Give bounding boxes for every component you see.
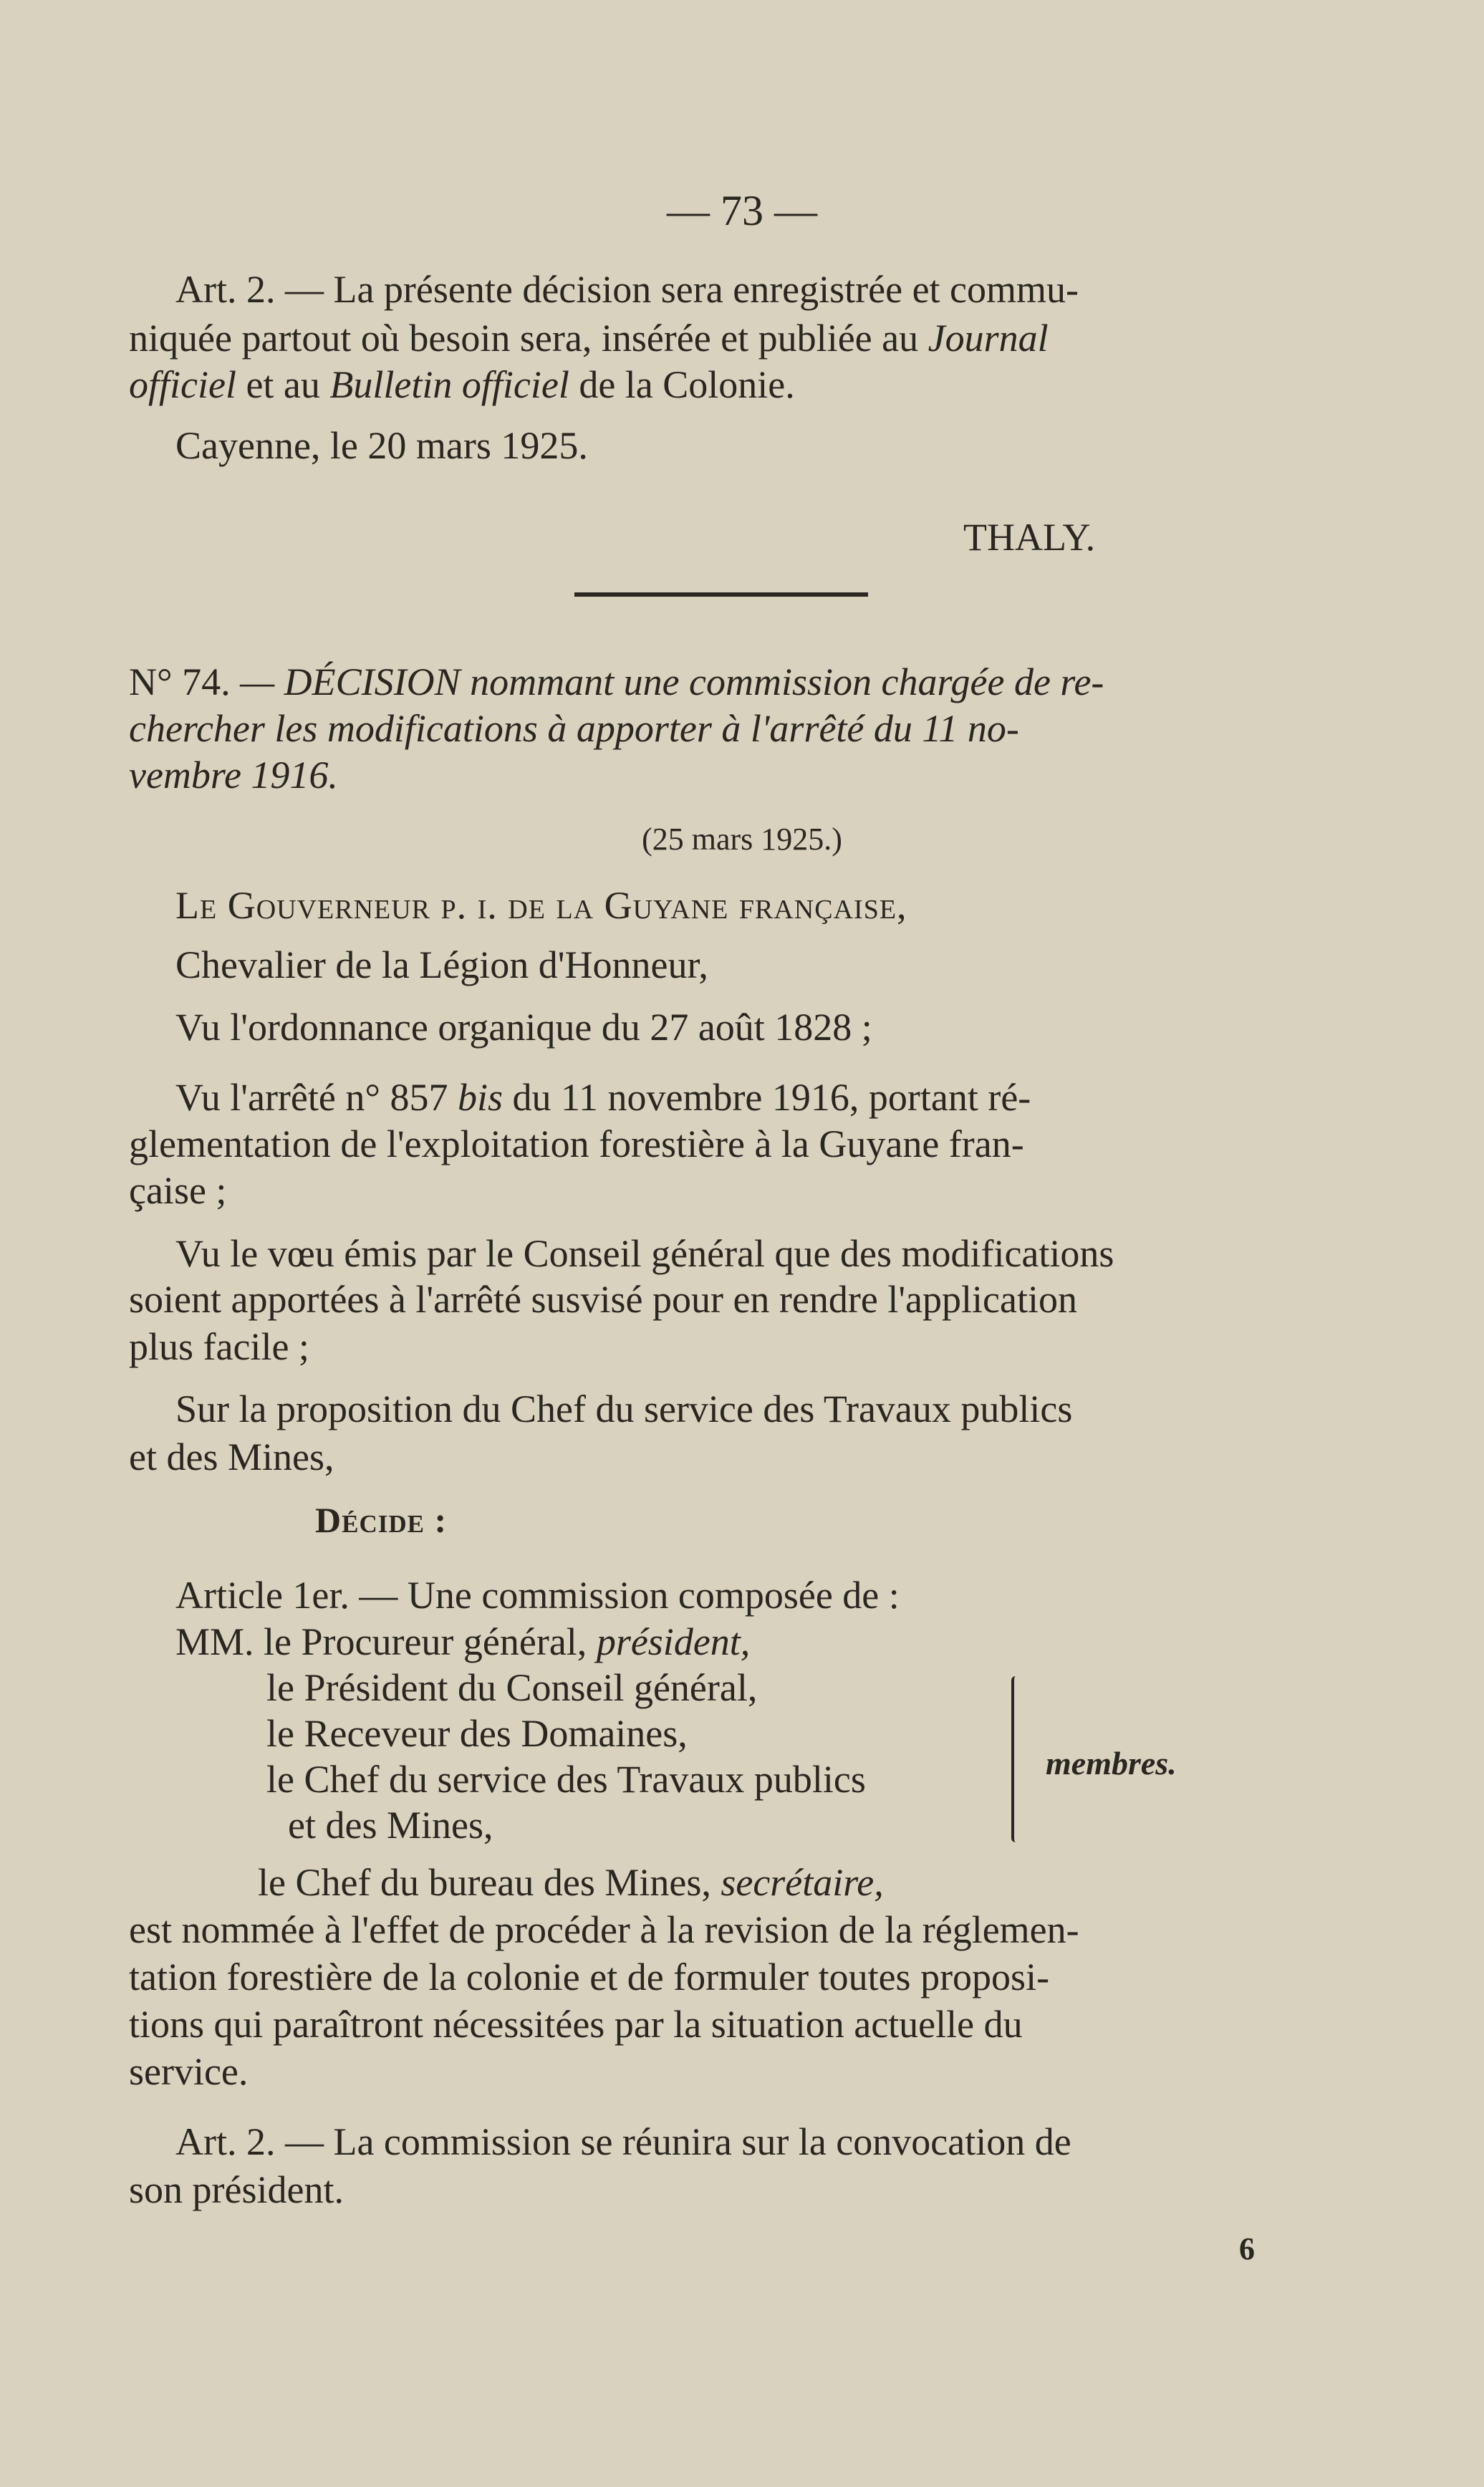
article1-intro: Article 1er. — Une commission composée de : <box>175 1574 900 1617</box>
issuer-text-1: Le Gouverneur p. i. de la Guyane française, <box>175 884 907 927</box>
members-brace <box>1011 1676 1024 1842</box>
sur-proposition-line2: et des Mines, <box>129 1435 334 1478</box>
prev-art2-line3 <box>129 362 795 408</box>
secretary-text: le Chef du bureau des Mines, <box>258 1861 721 1904</box>
vu-ordonnance: Vu l'ordonnance organique du 27 août 1828 ; <box>175 1006 872 1049</box>
prev-art2-text-2: niquée partout où besoin sera, insérée et publiée au <box>129 317 928 360</box>
bis-word: bis <box>457 1076 503 1119</box>
decision-number: N° 74. <box>129 660 231 703</box>
separator-rule <box>574 592 868 597</box>
prev-art2-text-3a: et au <box>236 363 330 406</box>
vu-arrete-text-b: du 11 novembre 1916, portant ré- <box>502 1076 1031 1119</box>
vu-voeu-line1: Vu le vœu émis par le Conseil général que des modifications <box>175 1232 1114 1275</box>
decide-heading: Décide : <box>315 1500 448 1540</box>
article1-body-line4: service. <box>129 2050 249 2093</box>
vu-arrete-text-a: Vu l'arrêté n° 857 <box>175 1076 458 1119</box>
decision-title-line3: vembre 1916. <box>129 754 338 797</box>
officiel-word: officiel <box>129 363 236 406</box>
mm-text: MM. le Procureur général, <box>175 1620 597 1663</box>
president-label: président, <box>596 1620 751 1663</box>
prev-art2-line1 <box>175 266 1300 312</box>
article1-body-line3: tions qui paraîtront nécessitées par la situation actuelle du <box>129 2003 1023 2046</box>
page-number: — 73 — <box>667 187 817 234</box>
vu-arrete-line2: glementation de l'exploitation forestière à la Guyane fran- <box>129 1122 1024 1165</box>
issuer-line1 <box>175 882 907 928</box>
decision-title-text-1: — DÉCISION nommant une commission chargée de re- <box>240 660 1104 703</box>
member-3: le Chef du service des Travaux publics <box>266 1758 866 1801</box>
article2-line2: son président. <box>129 2168 344 2211</box>
place-date: Cayenne, le 20 mars 1925. <box>175 424 588 467</box>
decision-date: (25 mars 1925.) <box>642 822 842 857</box>
prev-art2-text-3b: de la Colonie. <box>569 363 795 406</box>
members-label: membres. <box>1046 1745 1177 1781</box>
prev-art2-line2 <box>129 315 1049 361</box>
sur-proposition-line1: Sur la proposition du Chef du service des Travaux publics <box>175 1387 1073 1430</box>
member-1: le Président du Conseil général, <box>266 1666 758 1709</box>
decision-title-line1 <box>129 659 1104 705</box>
article2-line1: Art. 2. — La commission se réunira sur la convocation de <box>175 2120 1071 2163</box>
vu-voeu-line3: plus facile ; <box>129 1325 309 1368</box>
issuer-line2: Chevalier de la Légion d'Honneur, <box>175 943 708 986</box>
mm-line <box>175 1619 750 1665</box>
bulletin-title: Bulletin officiel <box>329 363 569 406</box>
vu-arrete-line1 <box>175 1074 1031 1120</box>
journal-title: Journal <box>928 317 1049 360</box>
member-2: le Receveur des Domaines, <box>266 1712 688 1755</box>
vu-arrete-line3: çaise ; <box>129 1169 227 1212</box>
vu-voeu-line2: soient apportées à l'arrêté susvisé pour en rendre l'application <box>129 1278 1077 1321</box>
prev-art2-text-1: Art. 2. — La présente décision sera enregistrée et commu- <box>175 268 1079 311</box>
article1-body-line2: tation forestière de la colonie et de formuler toutes proposi- <box>129 1956 1050 1998</box>
member-4: et des Mines, <box>288 1804 493 1847</box>
signature-thaly: THALY. <box>963 516 1096 559</box>
signature-mark: 6 <box>1239 2231 1255 2266</box>
decision-title-line2: chercher les modifications à apporter à l'arrêté du 11 no- <box>129 707 1019 750</box>
article1-body-line1: est nommée à l'effet de procéder à la revision de la réglemen- <box>129 1908 1079 1951</box>
secretary-label: secrétaire, <box>721 1861 884 1904</box>
secretary-line <box>258 1860 884 1905</box>
